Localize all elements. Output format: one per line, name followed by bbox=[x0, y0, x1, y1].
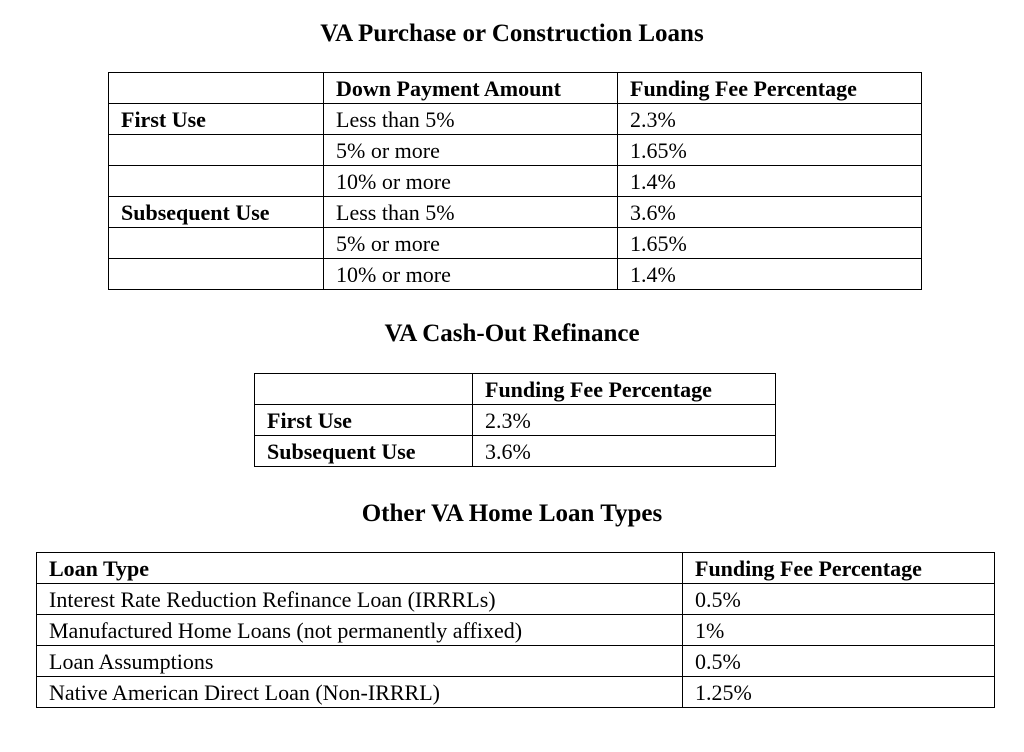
use-cell bbox=[109, 135, 324, 166]
table-row bbox=[109, 166, 922, 197]
purchase-loans-title: VA Purchase or Construction Loans bbox=[320, 20, 704, 47]
cashout-refinance-table bbox=[254, 373, 776, 467]
table-row bbox=[255, 405, 776, 436]
use-cell: Subsequent Use bbox=[109, 197, 324, 228]
header-funding-fee: Funding Fee Percentage bbox=[618, 73, 922, 104]
funding-fee-cell: 2.3% bbox=[618, 104, 922, 135]
loan-type-cell: Manufactured Home Loans (not permanently affixed) bbox=[37, 615, 683, 646]
funding-fee-cell: 1.4% bbox=[618, 259, 922, 290]
use-cell bbox=[109, 228, 324, 259]
down-payment-cell: 5% or more bbox=[324, 135, 618, 166]
header-loan-type: Loan Type bbox=[37, 553, 683, 584]
down-payment-cell: 10% or more bbox=[324, 166, 618, 197]
purchase-loans-table bbox=[108, 72, 922, 290]
table-row bbox=[37, 615, 995, 646]
header-down-payment: Down Payment Amount bbox=[324, 73, 618, 104]
use-cell bbox=[109, 166, 324, 197]
funding-fee-cell: 1.65% bbox=[618, 228, 922, 259]
down-payment-cell: Less than 5% bbox=[324, 197, 618, 228]
header-funding-fee: Funding Fee Percentage bbox=[683, 553, 995, 584]
use-cell: First Use bbox=[255, 405, 473, 436]
table-row bbox=[37, 584, 995, 615]
table-header-row bbox=[255, 374, 776, 405]
cashout-refinance-title: VA Cash-Out Refinance bbox=[384, 320, 640, 347]
funding-fee-cell: 1.65% bbox=[618, 135, 922, 166]
table-row bbox=[109, 228, 922, 259]
use-cell: First Use bbox=[109, 104, 324, 135]
loan-type-cell: Loan Assumptions bbox=[37, 646, 683, 677]
loan-type-cell: Interest Rate Reduction Refinance Loan (IRRRLs) bbox=[37, 584, 683, 615]
loan-type-cell: Native American Direct Loan (Non-IRRRL) bbox=[37, 677, 683, 708]
header-use bbox=[255, 374, 473, 405]
table-row bbox=[255, 436, 776, 467]
header-funding-fee: Funding Fee Percentage bbox=[473, 374, 776, 405]
table-row bbox=[109, 104, 922, 135]
other-loan-types-title: Other VA Home Loan Types bbox=[361, 500, 663, 527]
down-payment-cell: 10% or more bbox=[324, 259, 618, 290]
funding-fee-cell: 0.5% bbox=[683, 646, 995, 677]
other-loan-types-table bbox=[36, 552, 995, 708]
table-row bbox=[109, 135, 922, 166]
use-cell bbox=[109, 259, 324, 290]
funding-fee-cell: 0.5% bbox=[683, 584, 995, 615]
down-payment-cell: 5% or more bbox=[324, 228, 618, 259]
table-row bbox=[37, 677, 995, 708]
table-header-row bbox=[37, 553, 995, 584]
funding-fee-cell: 3.6% bbox=[618, 197, 922, 228]
funding-fee-cell: 1.4% bbox=[618, 166, 922, 197]
funding-fee-cell: 3.6% bbox=[473, 436, 776, 467]
table-header-row bbox=[109, 73, 922, 104]
funding-fee-cell: 1.25% bbox=[683, 677, 995, 708]
down-payment-cell: Less than 5% bbox=[324, 104, 618, 135]
table-row bbox=[109, 259, 922, 290]
header-use bbox=[109, 73, 324, 104]
table-row bbox=[109, 197, 922, 228]
funding-fee-cell: 1% bbox=[683, 615, 995, 646]
table-row bbox=[37, 646, 995, 677]
funding-fee-cell: 2.3% bbox=[473, 405, 776, 436]
use-cell: Subsequent Use bbox=[255, 436, 473, 467]
